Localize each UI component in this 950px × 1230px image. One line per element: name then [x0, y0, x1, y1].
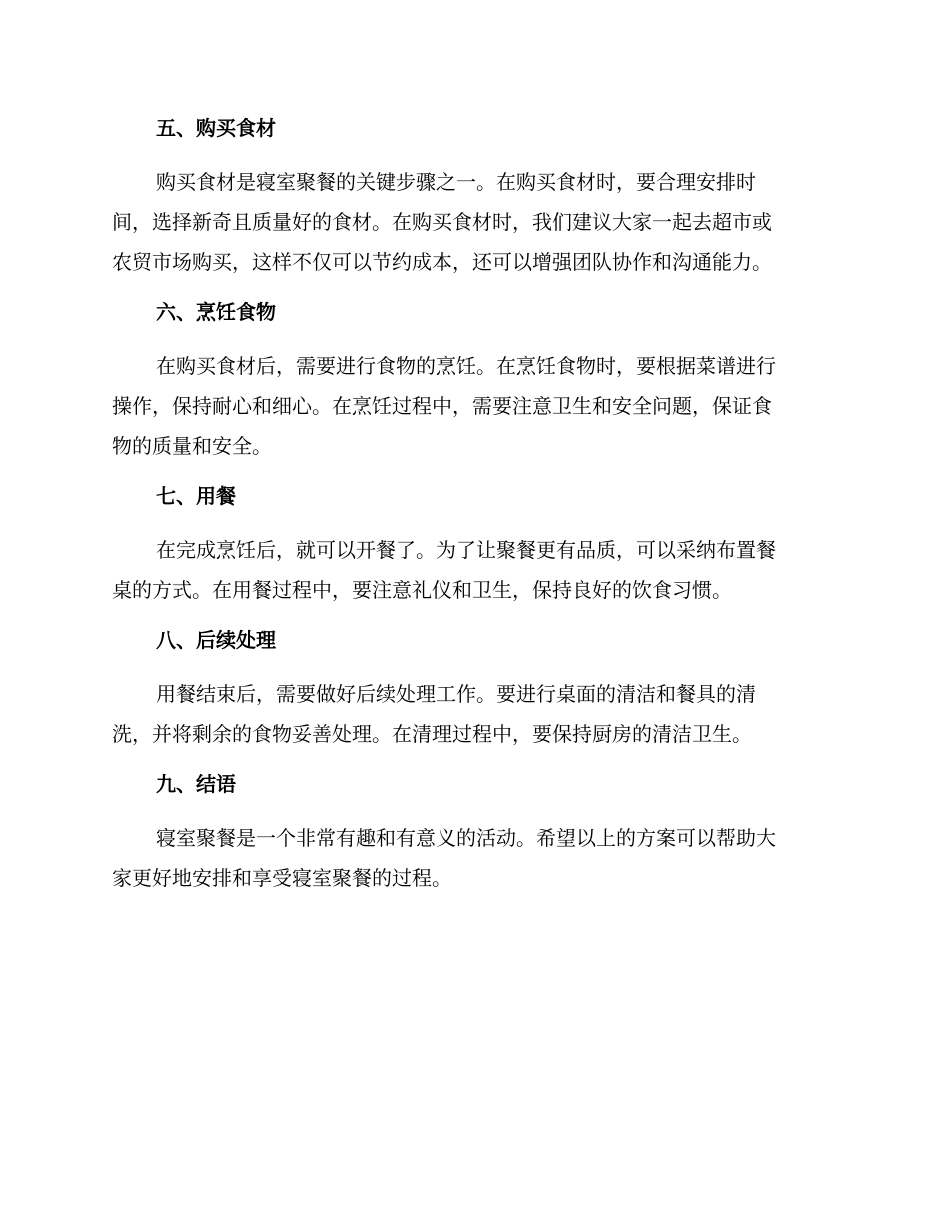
section-heading: 九、结语	[156, 772, 236, 796]
section-paragraph: 寝室聚餐是一个非常有趣和有意义的活动。希望以上的方案可以帮助大 家更好地安排和享受寝室聚餐的过程。	[112, 826, 776, 890]
section-heading: 六、烹饪食物	[156, 300, 276, 324]
section-heading: 八、后续处理	[156, 628, 276, 652]
section-paragraph: 用餐结束后，需要做好后续处理工作。要进行桌面的清洁和餐具的清 洗，并将剩余的食物妥善处理。在清理过程中，要保持厨房的清洁卫生。	[112, 682, 756, 746]
section-dining	[112, 476, 834, 610]
section-paragraph: 在购买食材后，需要进行食物的烹饪。在烹饪食物时，要根据菜谱进行 操作，保持耐心和细心。在烹饪过程中，需要注意卫生和安全问题，保证食 物的质量和安全。	[112, 354, 776, 458]
document-body	[112, 108, 834, 908]
section-heading: 七、用餐	[156, 484, 236, 508]
section-cleanup	[112, 620, 834, 754]
section-buy-ingredients	[112, 108, 834, 282]
section-paragraph: 在完成烹饪后，就可以开餐了。为了让聚餐更有品质，可以采纳布置餐 桌的方式。在用餐过程中，要注意礼仪和卫生，保持良好的饮食习惯。	[112, 538, 776, 602]
section-paragraph: 购买食材是寝室聚餐的关键步骤之一。在购买食材时，要合理安排时 间，选择新奇且质量好的食材。在购买食材时，我们建议大家一起去超市或 农贸市场购买，这样不仅可以节约成本，还可以增强团队协作和沟通能力。	[112, 170, 772, 274]
section-cook-food	[112, 292, 834, 466]
section-conclusion	[112, 764, 834, 898]
section-heading: 五、购买食材	[156, 116, 276, 140]
